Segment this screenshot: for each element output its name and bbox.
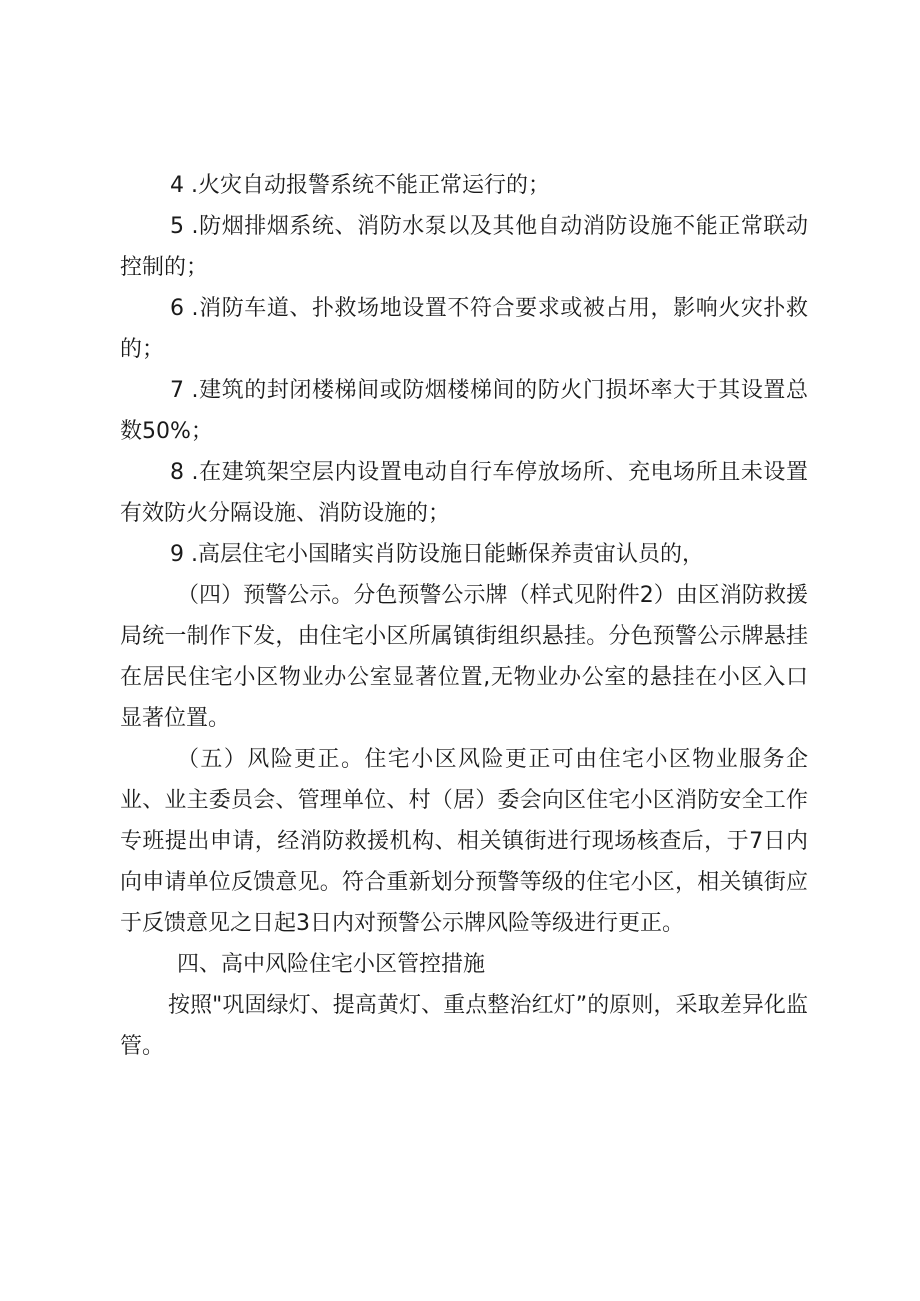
list-item-4: 4 .火灾自动报警系统不能正常运行的；	[170, 173, 550, 198]
list-item-9: 9 .高层住宅小国睹实肖防设施日能蜥保养责宙认员的，	[170, 542, 704, 567]
list-item-7: 7 .建筑的封闭楼梯间或防烟楼梯间的防火门损坏率大于其设置总数50%；	[120, 378, 808, 444]
document-body	[120, 165, 808, 1067]
section-heading-control-measures: 四、高中风险住宅小区管控措施	[177, 952, 486, 977]
paragraph-principle: 按照"巩固绿灯、提高黄灯、重点整治红灯”的原则，采取差异化监管。	[120, 993, 808, 1059]
list-item-6: 6 .消防车道、扑救场地设置不符合要求或被占用，影响火灾扑救的；	[120, 296, 808, 362]
section-warning-notice: （四）预警公示。分色预警公示牌（样式见附件2）由区消防救援局统一制作下发，由住宅小区所属镇街组织悬挂。分色预警公示牌悬挂在居民住宅小区物业办公室显著位置,无物业办公室的悬挂在小区入口显著位置。	[120, 583, 808, 731]
section-risk-correction: （五）风险更正。住宅小区风险更正可由住宅小区物业服务企业、业主委员会、管理单位、村（居）委会向区住宅小区消防安全工作专班提出申请，经消防救援机构、相关镇街进行现场核查后，于7日内向申请单位反馈意见。符合重新划分预警等级的住宅小区，相关镇街应于反馈意见之日起3日内对预警公示牌风险等级进行更正。	[120, 747, 808, 936]
list-item-8: 8 .在建筑架空层内设置电动自行车停放场所、充电场所且未设置有效防火分隔设施、消防设施的；	[120, 460, 808, 526]
list-item-5: 5 .防烟排烟系统、消防水泵以及其他自动消防设施不能正常联动控制的；	[120, 214, 808, 280]
